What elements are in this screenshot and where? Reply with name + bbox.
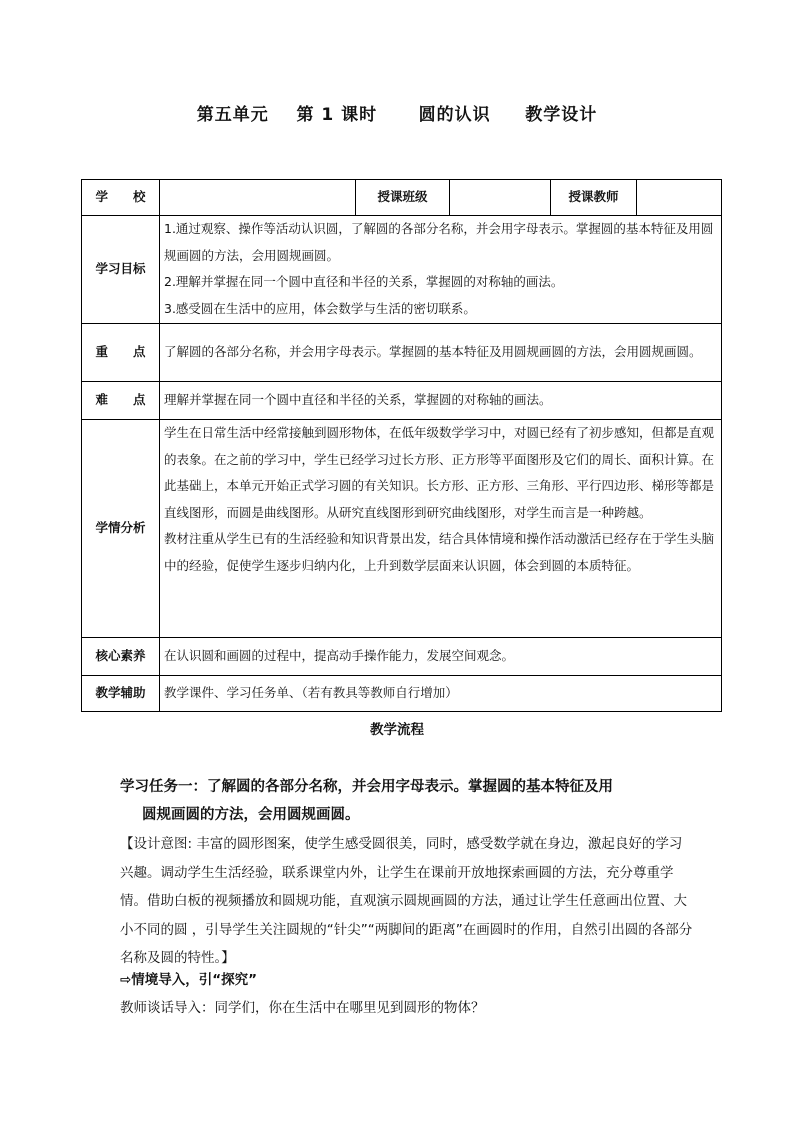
school-value	[160, 180, 356, 216]
design-intent-paragraph: 【设计意图: 丰富的圆形图案，使学生感受圆很美，同时，感受数学就在身边，激起良好的学习兴趣。调动学生生活经验，联系课堂内外，让学生在课前开放地探索画圆的方法，充分尊重学情。借助白板的视频播放和圆规功能，直观演示圆规画圆的方法，通过让学生任意画出位置、大小不同的圆 ，引导学生关注圆规的“针尖”“两脚间的距离”在画圆时的作用，自然引出圆的各部分名称及圆的特性。】	[120, 836, 693, 966]
goal-item: 2.理解并掌握在同一个圆中直径和半径的关系，掌握圆的对称轴的画法。	[164, 274, 564, 289]
analysis-content	[160, 420, 722, 638]
section-subheading: ⇨情境导入，引“探究”	[120, 972, 258, 988]
analysis-paragraph: 学生在日常生活中经常接触到圆形物体，在低年级数学学习中，对圆已经有了初步感知，但都是直观的表象。在之前的学习中，学生已经学习过长方形、正方形等平面图形及它们的周长、面积计算。在此基础上，本单元开始正式学习圆的有关知识。长方形、正方形、三角形、平行四边形、梯形等都是直线图形，而圆是曲线图形。从研究直线图形到研究曲线图形，对学生而言是一种跨越。	[164, 425, 715, 520]
goal-item: 3.感受圆在生活中的应用，体会数学与生活的密切联系。	[164, 300, 476, 316]
learning-task-heading	[120, 773, 690, 829]
class-value	[450, 180, 551, 216]
table-row	[82, 216, 722, 324]
task-line: 圆规画圆的方法，会用圆规画圆。	[142, 807, 360, 823]
difficulty-label: 难 点	[82, 382, 160, 420]
analysis-paragraph: 教材注重从学生已有的生活经验和知识背景出发，结合具体情境和操作活动激活已经存在于学生头脑中的经验，促使学生逐步归纳内化，上升到数学层面来认识圆，体会到圆的本质特征。	[164, 531, 715, 573]
core-content: 在认识圆和画圆的过程中，提高动手操作能力，发展空间观念。	[160, 638, 722, 676]
aid-content: 教学课件、学习任务单、（若有教具等教师自行增加）	[160, 676, 722, 712]
table-row	[82, 638, 722, 676]
teacher-value	[637, 180, 722, 216]
goals-label: 学习目标	[82, 216, 160, 324]
teacher-label: 授课教师	[551, 180, 637, 216]
core-label: 核心素养	[82, 638, 160, 676]
key-label: 重 点	[82, 324, 160, 382]
task-line: 学习任务一：了解圆的各部分名称，并会用字母表示。掌握圆的基本特征及用	[120, 779, 613, 795]
lesson-info-table	[81, 179, 722, 712]
process-heading: 教学流程	[370, 722, 424, 738]
analysis-label: 学情分析	[82, 420, 160, 638]
class-label: 授课班级	[356, 180, 450, 216]
teacher-talk-text: 教师谈话导入：同学们，你在生活中在哪里见到圆形的物体？	[120, 1000, 485, 1016]
table-row	[82, 382, 722, 420]
table-row	[82, 676, 722, 712]
difficulty-content: 理解并掌握在同一个圆中直径和半径的关系，掌握圆的对称轴的画法。	[160, 382, 722, 420]
table-row	[82, 420, 722, 638]
goals-content	[160, 216, 722, 324]
document-title: 第五单元 第 1 课时 圆的认识 教学设计	[196, 105, 598, 125]
table-row	[82, 324, 722, 382]
goal-item: 1.通过观察、操作等活动认识圆，了解圆的各部分名称，并会用字母表示。掌握圆的基本特征及用圆规画圆的方法，会用圆规画圆。	[164, 221, 714, 263]
aid-label: 教学辅助	[82, 676, 160, 712]
key-content: 了解圆的各部分名称，并会用字母表示。掌握圆的基本特征及用圆规画圆的方法，会用圆规画圆。	[160, 324, 722, 382]
table-row	[82, 180, 722, 216]
school-label: 学 校	[82, 180, 160, 216]
